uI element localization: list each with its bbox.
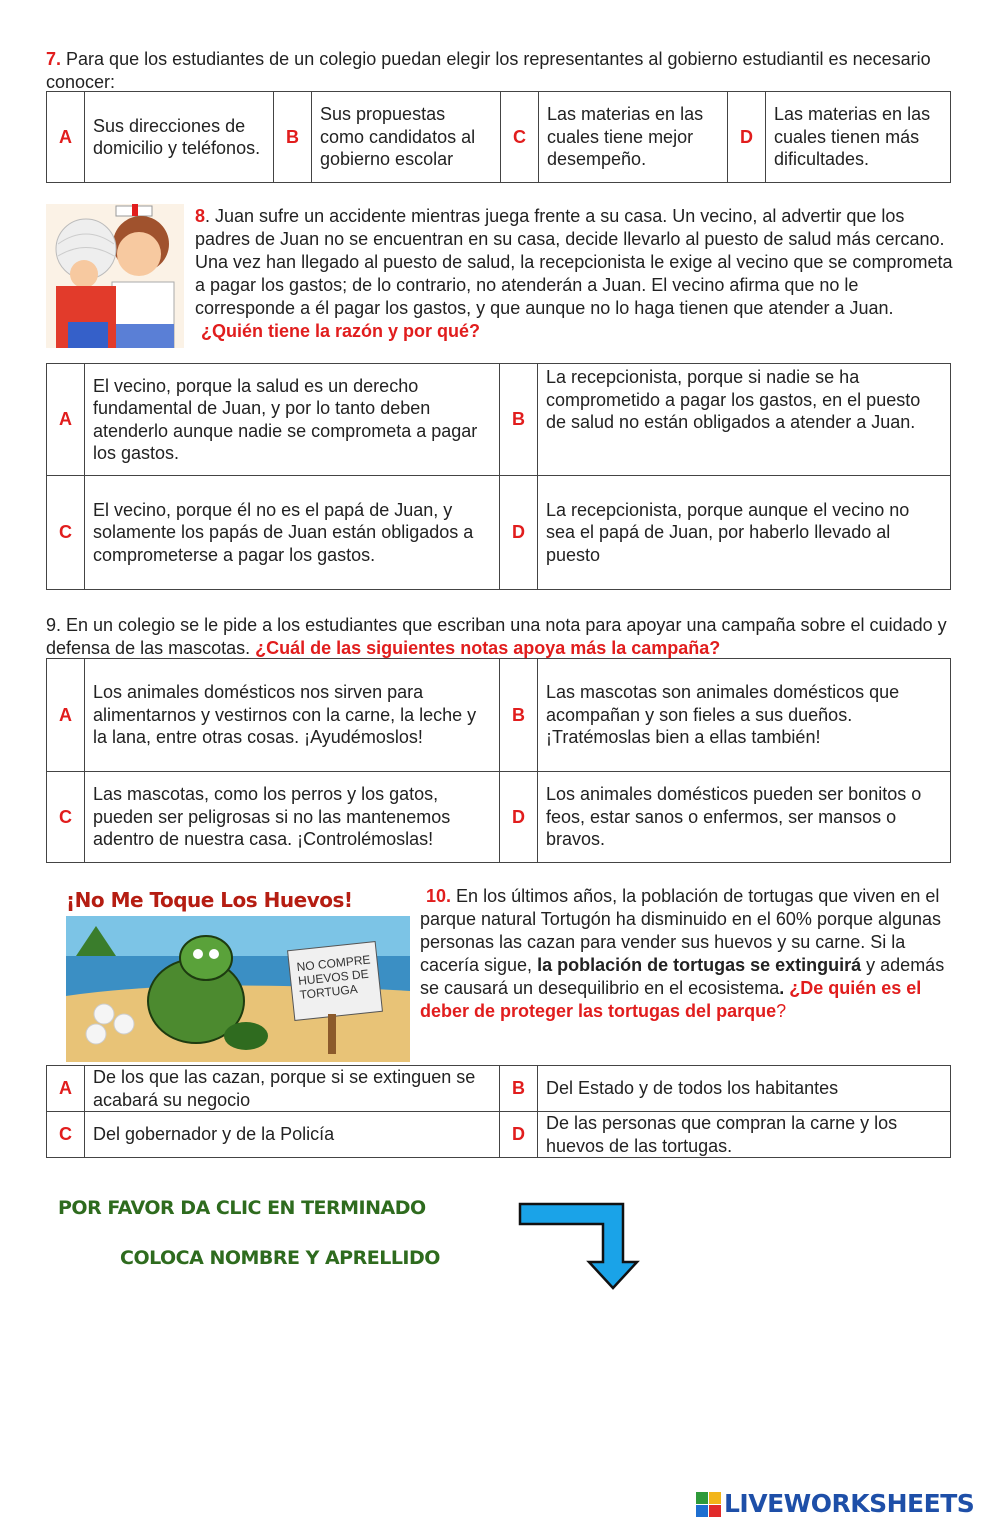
option-text: Del gobernador y de la Policía — [85, 1112, 500, 1158]
q7-options — [46, 91, 951, 183]
q9-statement: 9. En un colegio se le pide a los estudiantes que escriban una nota para apoyar una campaña sobre el cuidado y defensa de las mascotas. ¿Cuál de las siguientes notas apoya más la campaña? — [46, 615, 947, 658]
option-letter[interactable]: C — [47, 772, 85, 863]
option-letter[interactable]: A — [47, 1066, 85, 1112]
option-text: Las mascotas son animales domésticos que acompañan y son fieles a sus dueños. ¡Tratémoslas bien a ellas también! — [538, 659, 951, 772]
option-text: Sus direcciones de domicilio y teléfonos. — [85, 92, 274, 183]
q8-options — [46, 363, 951, 590]
option-letter[interactable]: A — [47, 92, 85, 183]
option-text: La recepcionista, porque si nadie se ha comprometido a pagar los gastos, en el puesto de salud no están obligados a atender a Juan. — [538, 364, 951, 476]
option-letter[interactable]: C — [47, 1112, 85, 1158]
option-text: Del Estado y de todos los habitantes — [538, 1066, 951, 1112]
q10-options — [46, 1065, 951, 1158]
option-letter[interactable]: C — [47, 476, 85, 590]
option-text: Los animales domésticos pueden ser bonitos o feos, estar sanos o enfermos, ser mansos o bravos. — [538, 772, 951, 863]
turtle-illustration — [66, 886, 410, 1062]
arrow-down-icon — [515, 1196, 645, 1292]
option-text: Las mascotas, como los perros y los gatos, pueden ser peligrosas si no las mantenemos adentro de nuestra casa. ¡Controlémoslas! — [85, 772, 500, 863]
option-letter[interactable]: C — [501, 92, 539, 183]
option-letter[interactable]: B — [500, 659, 538, 772]
q8-statement: 8. Juan sufre un accidente mientras juega frente a su casa. Un vecino, al advertir que los padres de Juan no se encuentran en su casa, decide llevarlo al puesto de salud más cercano. Una vez han llegado al puesto de salud, la recepcionista le exige al vecino que se comprometa a pagar los gastos; de lo contrario, no atenderán a Juan. El vecino afirma que no le corresponde a él pagar los gastos, y que aunque no lo haga tienen que atender a Juan. ¿Quién tiene la razón y por qué? — [195, 206, 953, 341]
option-text: El vecino, porque la salud es un derecho fundamental de Juan, y por lo tanto deben atenderlo aunque nadie se comprometa a pagar los gastos. — [85, 364, 500, 476]
option-letter[interactable]: D — [500, 476, 538, 590]
option-letter[interactable]: B — [274, 92, 312, 183]
option-letter[interactable]: D — [500, 1112, 538, 1158]
option-text: Las materias en las cuales tiene mejor desempeño. — [539, 92, 728, 183]
option-letter[interactable]: D — [500, 772, 538, 863]
q7-statement: 7. Para que los estudiantes de un colegio puedan elegir los representantes al gobierno estudiantil es necesario conocer: — [46, 49, 931, 92]
option-letter[interactable]: B — [500, 364, 538, 476]
image-title: ¡No Me Toque Los Huevos! — [66, 888, 353, 912]
sign-text: NO COMPRE HUEVOS DE TORTUGA — [296, 952, 372, 1002]
option-text: Sus propuestas como candidatos al gobierno escolar — [312, 92, 501, 183]
option-letter[interactable]: A — [47, 364, 85, 476]
option-text: Los animales domésticos nos sirven para alimentarnos y vestirnos con la carne, la leche y la lana, entre otras cosas. ¡Ayudémoslos! — [85, 659, 500, 772]
option-letter[interactable]: A — [47, 659, 85, 772]
instruction-finish: POR FAVOR DA CLIC EN TERMINADO — [58, 1197, 426, 1219]
option-letter[interactable]: D — [728, 92, 766, 183]
q9-options — [46, 658, 951, 863]
option-text: De las personas que compran la carne y los huevos de las tortugas. — [538, 1112, 951, 1158]
option-text: El vecino, porque él no es el papá de Juan, y solamente los papás de Juan están obligados a comprometerse a pagar los gastos. — [85, 476, 500, 590]
instruction-name: COLOCA NOMBRE Y APRELLIDO — [120, 1247, 440, 1269]
injured-boy-illustration — [46, 204, 184, 348]
option-letter[interactable]: B — [500, 1066, 538, 1112]
option-text: Las materias en las cuales tienen más dificultades. — [766, 92, 951, 183]
liveworksheets-logo: LIVEWORKSHEETS — [696, 1489, 996, 1521]
q10-statement: 10. En los últimos años, la población de tortugas que viven en el parque natural Tortugón ha disminuido en el 60% porque algunas personas las cazan para vender sus huevos y su carne. Si la cacería sigue, la población de tortugas se extinguirá y además se causará un desequilibrio en el ecosistema. ¿De quién es el deber de proteger las tortugas del parque? — [420, 886, 945, 1021]
option-text: De los que las cazan, porque si se extinguen se acabará su negocio — [85, 1066, 500, 1112]
option-text: La recepcionista, porque aunque el vecino no sea el papá de Juan, por haberlo llevado al puesto — [538, 476, 951, 590]
